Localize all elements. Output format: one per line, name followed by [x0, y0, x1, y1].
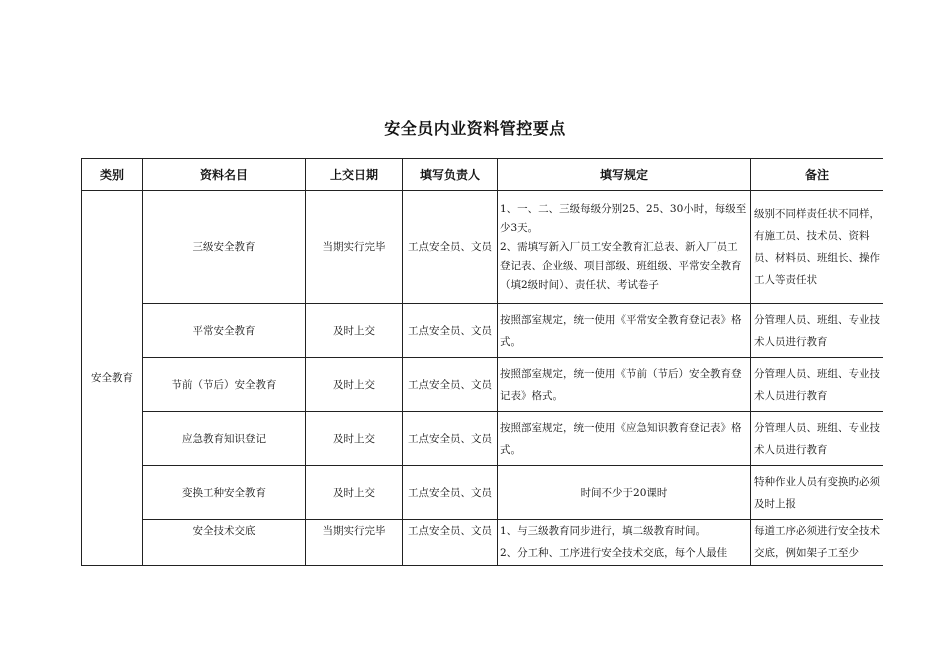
- rule-cell: [498, 191, 751, 304]
- submit-date-cell: 及时上交: [306, 358, 403, 412]
- responsible-cell: 工点安全员、文员: [403, 304, 498, 358]
- item-name-cell: 安全技术交底: [143, 520, 306, 566]
- responsible-cell: 工点安全员、文员: [403, 191, 498, 304]
- table-container: [81, 158, 883, 566]
- remark-cell: 分管理人员、班组、专业技术人员进行教育: [751, 412, 884, 466]
- responsible-cell: 工点安全员、文员: [403, 520, 498, 566]
- rule-cell: [498, 520, 751, 566]
- header-rules: 填写规定: [498, 159, 751, 191]
- header-responsible: 填写负责人: [403, 159, 498, 191]
- submit-date-cell: 当期实行完毕: [306, 520, 403, 566]
- responsible-cell: 工点安全员、文员: [403, 358, 498, 412]
- item-name-cell: 节前（节后）安全教育: [143, 358, 306, 412]
- rule-cell: 时间不少于20课时: [498, 466, 751, 520]
- table-row: [82, 191, 884, 304]
- submit-date-cell: 及时上交: [306, 304, 403, 358]
- remark-cell: 级别不同样责任状不同样，有施工员、技术员、资料员、材料员、班组长、操作工人等责任状: [751, 191, 884, 304]
- table-row: [82, 358, 884, 412]
- remark-text: 每道工序必须进行安全技术交底，例如架子工至少: [754, 525, 880, 559]
- document-title: 安全员内业资料管控要点: [384, 119, 566, 138]
- rule-cell: 按照部室规定，统一使用《平常安全教育登记表》格式。: [498, 304, 751, 358]
- rule-cell: 按照部室规定，统一使用《节前（节后）安全教育登记表》格式。: [498, 358, 751, 412]
- remark-cell: 分管理人员、班组、专业技术人员进行教育: [751, 304, 884, 358]
- header-category: 类别: [82, 159, 143, 191]
- table-row: [82, 520, 884, 566]
- table-row: [82, 466, 884, 520]
- header-remarks: 备注: [751, 159, 884, 191]
- submit-date-cell: 及时上交: [306, 466, 403, 520]
- remark-cell: 分管理人员、班组、专业技术人员进行教育: [751, 358, 884, 412]
- submit-date-cell: 及时上交: [306, 412, 403, 466]
- table-header-row: [82, 159, 884, 191]
- responsible-cell: 工点安全员、文员: [403, 466, 498, 520]
- responsible-cell: 工点安全员、文员: [403, 412, 498, 466]
- data-table: [81, 158, 883, 566]
- item-name-cell: 三级安全教育: [143, 191, 306, 304]
- rule-text: 1、与三级教育同步进行，填二级教育时间。 2、分工种、工序进行安全技术交底，每个人最佳: [500, 525, 728, 559]
- item-name-cell: 变换工种安全教育: [143, 466, 306, 520]
- table-row: [82, 304, 884, 358]
- rule-cell: 按照部室规定，统一使用《应急知识教育登记表》格式。: [498, 412, 751, 466]
- table-row: [82, 412, 884, 466]
- remark-cell: [751, 520, 884, 566]
- item-name-cell: 应急教育知识登记: [143, 412, 306, 466]
- header-item-name: 资料名目: [143, 159, 306, 191]
- remark-cell: 特种作业人员有变换旳必须及时上报: [751, 466, 884, 520]
- category-cell: 安全教育: [82, 191, 143, 566]
- header-submit-date: 上交日期: [306, 159, 403, 191]
- rule-text: 1、一、二、三级每级分别25、25、30小时，每级至少3天。 2、需填写新入厂员工安全教育汇总表、新入厂员工登记表、企业级、项目部级、班组级、平常安全教育（填2级时间）、责任状、考试卷子: [500, 202, 747, 291]
- item-name-cell: 平常安全教育: [143, 304, 306, 358]
- submit-date-cell: 当期实行完毕: [306, 191, 403, 304]
